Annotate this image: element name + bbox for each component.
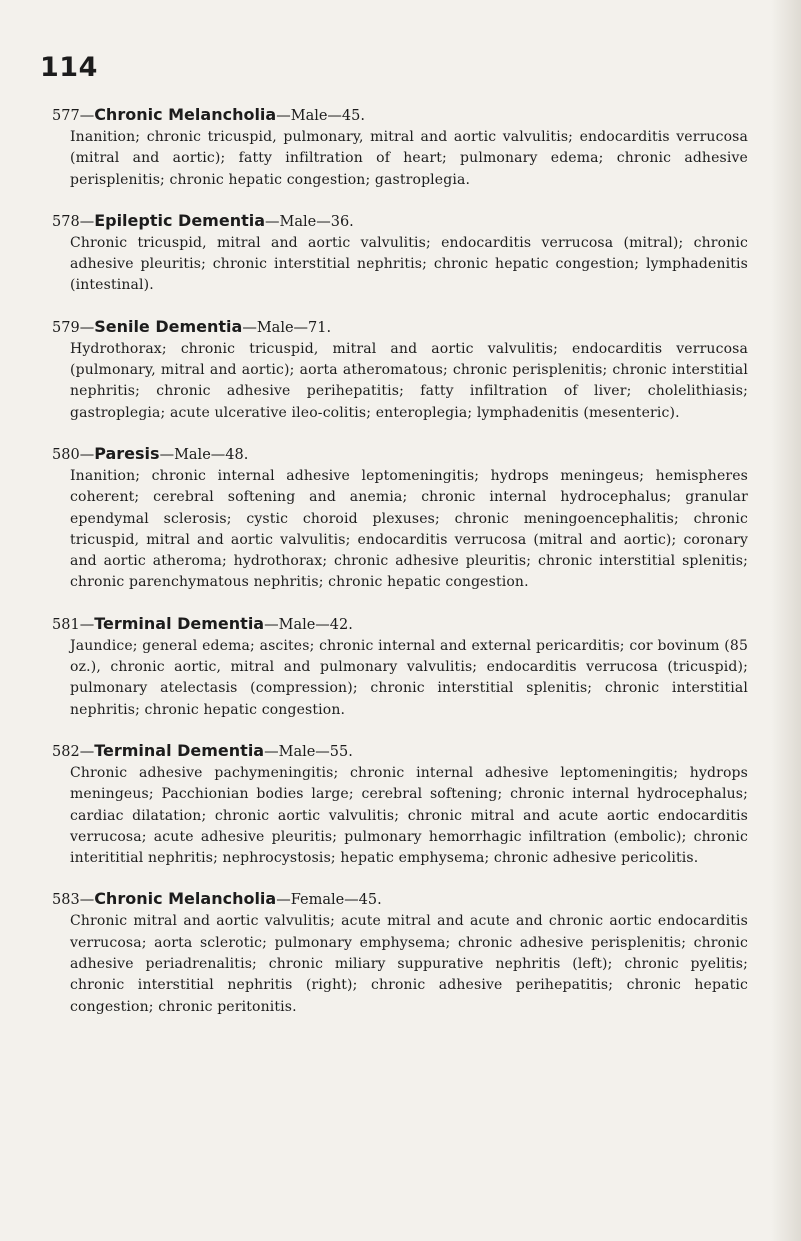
entry-heading: 581—Terminal Dementia—Male—42. [52, 613, 353, 633]
entry-diagnosis: Terminal Dementia [94, 740, 265, 760]
entry-number: 581 [52, 616, 80, 633]
entry-heading: 583—Chronic Melancholia—Female—45. [52, 889, 382, 909]
entry-diagnosis: Chronic Melancholia [94, 889, 277, 909]
entry-heading: 579—Senile Dementia—Male—71. [52, 316, 332, 336]
entry-sex-age: Male—36. [279, 213, 354, 230]
entry-diagnosis: Terminal Dementia [94, 613, 265, 633]
entry-heading: 580—Paresis—Male—48. [52, 443, 249, 463]
entry-578 [52, 210, 748, 297]
entry-number: 583 [52, 892, 80, 909]
entry-heading: 577—Chronic Melancholia—Male—45. [52, 105, 365, 124]
entry-findings: Chronic mitral and aortic valvulitis; acute mitral and acute and chronic aortic endocarditis verrucosa; aorta sclerotic; pulmonary emphysema; chronic adhesive perisplenitis; chronic adhesive periadrenalitis; chronic miliary suppurative nephritis (left); chronic pyelitis; chronic interstitial nephritis (right); chronic adhesive perihepatitis; chronic hepatic congestion; chronic peritonitis. [70, 913, 748, 1015]
entry-number: 582 [52, 743, 80, 760]
entry-579 [52, 316, 748, 424]
entry-sex-age: Male—55. [278, 743, 353, 760]
entry-582 [52, 740, 748, 869]
page-edge-shadow [771, 0, 801, 1241]
entry-findings: Hydrothorax; chronic tricuspid, mitral and aortic valvulitis; endocarditis verrucosa (pulmonary, mitral and aortic); aorta atheromatous; chronic perisplenitis; chronic interstitial nephritis; chronic adhesive perihepatitis; fatty infiltration of liver; cholelithiasis; gastroplegia; acute ulcerative ileo-colitis; enteroplegia; lymphadenitis (mesenteric). [70, 340, 748, 421]
entry-sex-age: Male—71. [256, 319, 332, 336]
autopsy-entries [52, 104, 748, 1037]
entry-sex-age: Male—45. [290, 108, 365, 124]
entry-577 [52, 104, 748, 191]
entry-findings: Chronic adhesive pachymeningitis; chronic internal adhesive leptomeningitis; hydrops meningeus; Pacchionian bodies large; cerebral softening; chronic internal hydrocephalus; cardiac dilatation; chronic aortic valvulitis; chronic mitral and acute aortic endocarditis verrucosa; acute adhesive pleuritis; pulmonary hemorrhagic infiltration (embolic); chronic interititial nephritis; nephrocystosis; hepatic emphysema; chronic adhesive pericolitis. [70, 764, 748, 867]
entry-heading: 578—Epileptic Dementia—Male—36. [52, 210, 354, 230]
entry-number: 580 [52, 446, 80, 463]
entry-580 [52, 443, 748, 594]
entry-sex-age: Female—45. [290, 892, 382, 909]
entry-sex-age: Male—48. [174, 446, 249, 463]
entry-sex-age: Male—42. [278, 616, 353, 633]
entry-findings: Jaundice; general edema; ascites; chronic internal and external pericarditis; cor bovinum (85 oz.), chronic aortic, mitral and pulmonary valvulitis; endocarditis verrucosa (tricuspid); pulmonary atelectasis (compression); chronic interstitial splenitis; chronic interstitial nephritis; chronic hepatic congestion. [70, 637, 748, 718]
entry-number: 579 [52, 319, 80, 336]
entry-findings: Inanition; chronic internal adhesive leptomeningitis; hydrops meningeus; hemispheres coherent; cerebral softening and anemia; chronic internal hydrocephalus; granular ependymal sclerosis; cystic choroid plexuses; chronic meningoencephalitis; chronic tricuspid, mitral and aortic valvulitis; endocarditis verrucosa (mitral and aortic); coronary and aortic atheroma; hydrothorax; chronic adhesive pleuritis; chronic interstitial splenitis; chronic parenchymatous nephritis; chronic hepatic congestion. [70, 467, 748, 591]
entry-findings: Chronic tricuspid, mitral and aortic valvulitis; endocarditis verrucosa (mitral); chronic adhesive pleuritis; chronic interstitial nephritis; chronic hepatic congestion; lymphadenitis (intestinal). [70, 234, 748, 294]
entry-diagnosis: Senile Dementia [94, 316, 243, 336]
entry-diagnosis: Chronic Melancholia [94, 105, 277, 124]
entry-findings: Inanition; chronic tricuspid, pulmonary, mitral and aortic valvulitis; endocarditis verrucosa (mitral and aortic); fatty infiltration of heart; pulmonary edema; chronic adhesive perisplenitis; chronic hepatic congestion; gastroplegia. [70, 129, 748, 188]
entry-diagnosis: Paresis [94, 443, 160, 463]
entry-number: 578 [52, 213, 80, 230]
entry-diagnosis: Epileptic Dementia [94, 210, 266, 230]
entry-heading: 582—Terminal Dementia—Male—55. [52, 740, 353, 760]
entry-number: 577 [52, 108, 80, 124]
page-number: 114 [40, 52, 98, 83]
entry-583 [52, 888, 748, 1017]
entry-581 [52, 613, 748, 721]
